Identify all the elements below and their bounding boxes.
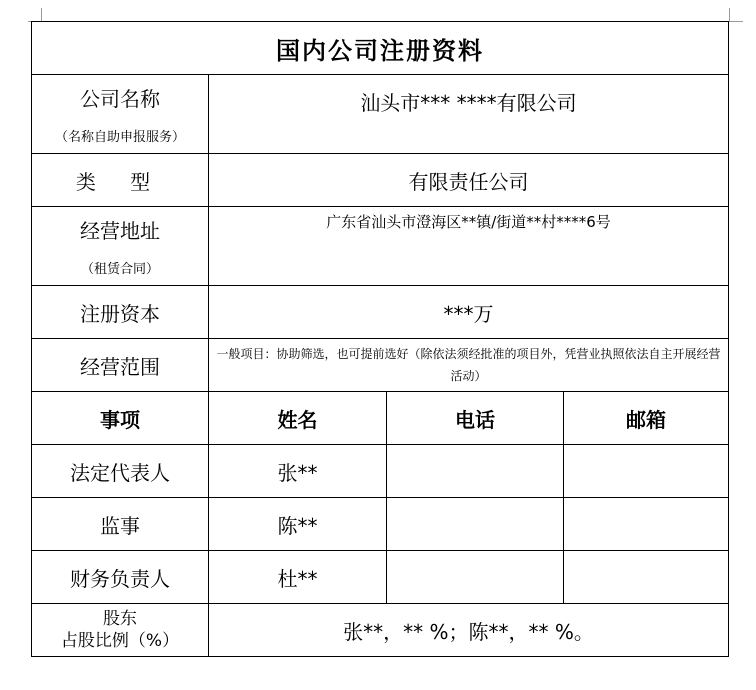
capital-row — [32, 286, 729, 339]
capital-label: 注册资本 — [32, 286, 209, 339]
phone-supervisor[interactable] — [387, 498, 564, 551]
title-row — [32, 22, 729, 75]
address-label-cell — [32, 207, 209, 286]
company-name-row — [32, 75, 729, 154]
scope-row — [32, 339, 729, 392]
shareholder-value[interactable]: 张**，** %；陈**，** %。 — [209, 604, 729, 657]
type-row — [32, 154, 729, 207]
role-finance-manager: 财务负责人 — [32, 551, 209, 604]
shareholding-ratio-label: 占股比例（%） — [60, 631, 180, 651]
people-row-legal-rep — [32, 445, 729, 498]
header-phone: 电话 — [387, 392, 564, 445]
role-supervisor: 监事 — [32, 498, 209, 551]
company-name-note: （名称自助申报服务） — [54, 130, 185, 145]
phone-finance-manager[interactable] — [387, 551, 564, 604]
header-name: 姓名 — [209, 392, 387, 445]
email-legal-representative[interactable] — [564, 445, 729, 498]
shareholder-label: 股东 — [103, 609, 137, 629]
role-legal-representative: 法定代表人 — [32, 445, 209, 498]
shareholder-row — [32, 604, 729, 657]
company-registration-form — [31, 21, 729, 657]
address-value[interactable]: 广东省汕头市澄海区**镇/街道**村****6号 — [209, 207, 729, 286]
company-name-label: 公司名称 — [80, 87, 160, 111]
name-finance-manager[interactable]: 杜** — [209, 551, 387, 604]
type-value[interactable]: 有限责任公司 — [209, 154, 729, 207]
name-supervisor[interactable]: 陈** — [209, 498, 387, 551]
header-item: 事项 — [32, 392, 209, 445]
header-email: 邮箱 — [564, 392, 729, 445]
phone-legal-representative[interactable] — [387, 445, 564, 498]
company-name-label-cell — [32, 75, 209, 154]
company-name-value[interactable]: 汕头市*** ****有限公司 — [209, 75, 729, 154]
email-supervisor[interactable] — [564, 498, 729, 551]
people-header-row — [32, 392, 729, 445]
shareholder-label-cell — [32, 604, 209, 657]
scope-label: 经营范围 — [32, 339, 209, 392]
people-row-finance — [32, 551, 729, 604]
people-row-supervisor — [32, 498, 729, 551]
name-legal-representative[interactable]: 张** — [209, 445, 387, 498]
form-title: 国内公司注册资料 — [32, 22, 729, 75]
address-note: （租赁合同） — [80, 262, 159, 277]
type-label: 类 型 — [32, 154, 209, 207]
crop-mark-top-left — [28, 8, 42, 22]
address-row — [32, 207, 729, 286]
address-label: 经营地址 — [80, 219, 160, 243]
email-finance-manager[interactable] — [564, 551, 729, 604]
scope-value[interactable]: 一般项目：协助筛选，也可提前选好（除依法须经批准的项目外，凭营业执照依法自主开展经营活动） — [209, 339, 729, 392]
crop-mark-top-right — [729, 8, 743, 22]
capital-value[interactable]: ***万 — [209, 286, 729, 339]
